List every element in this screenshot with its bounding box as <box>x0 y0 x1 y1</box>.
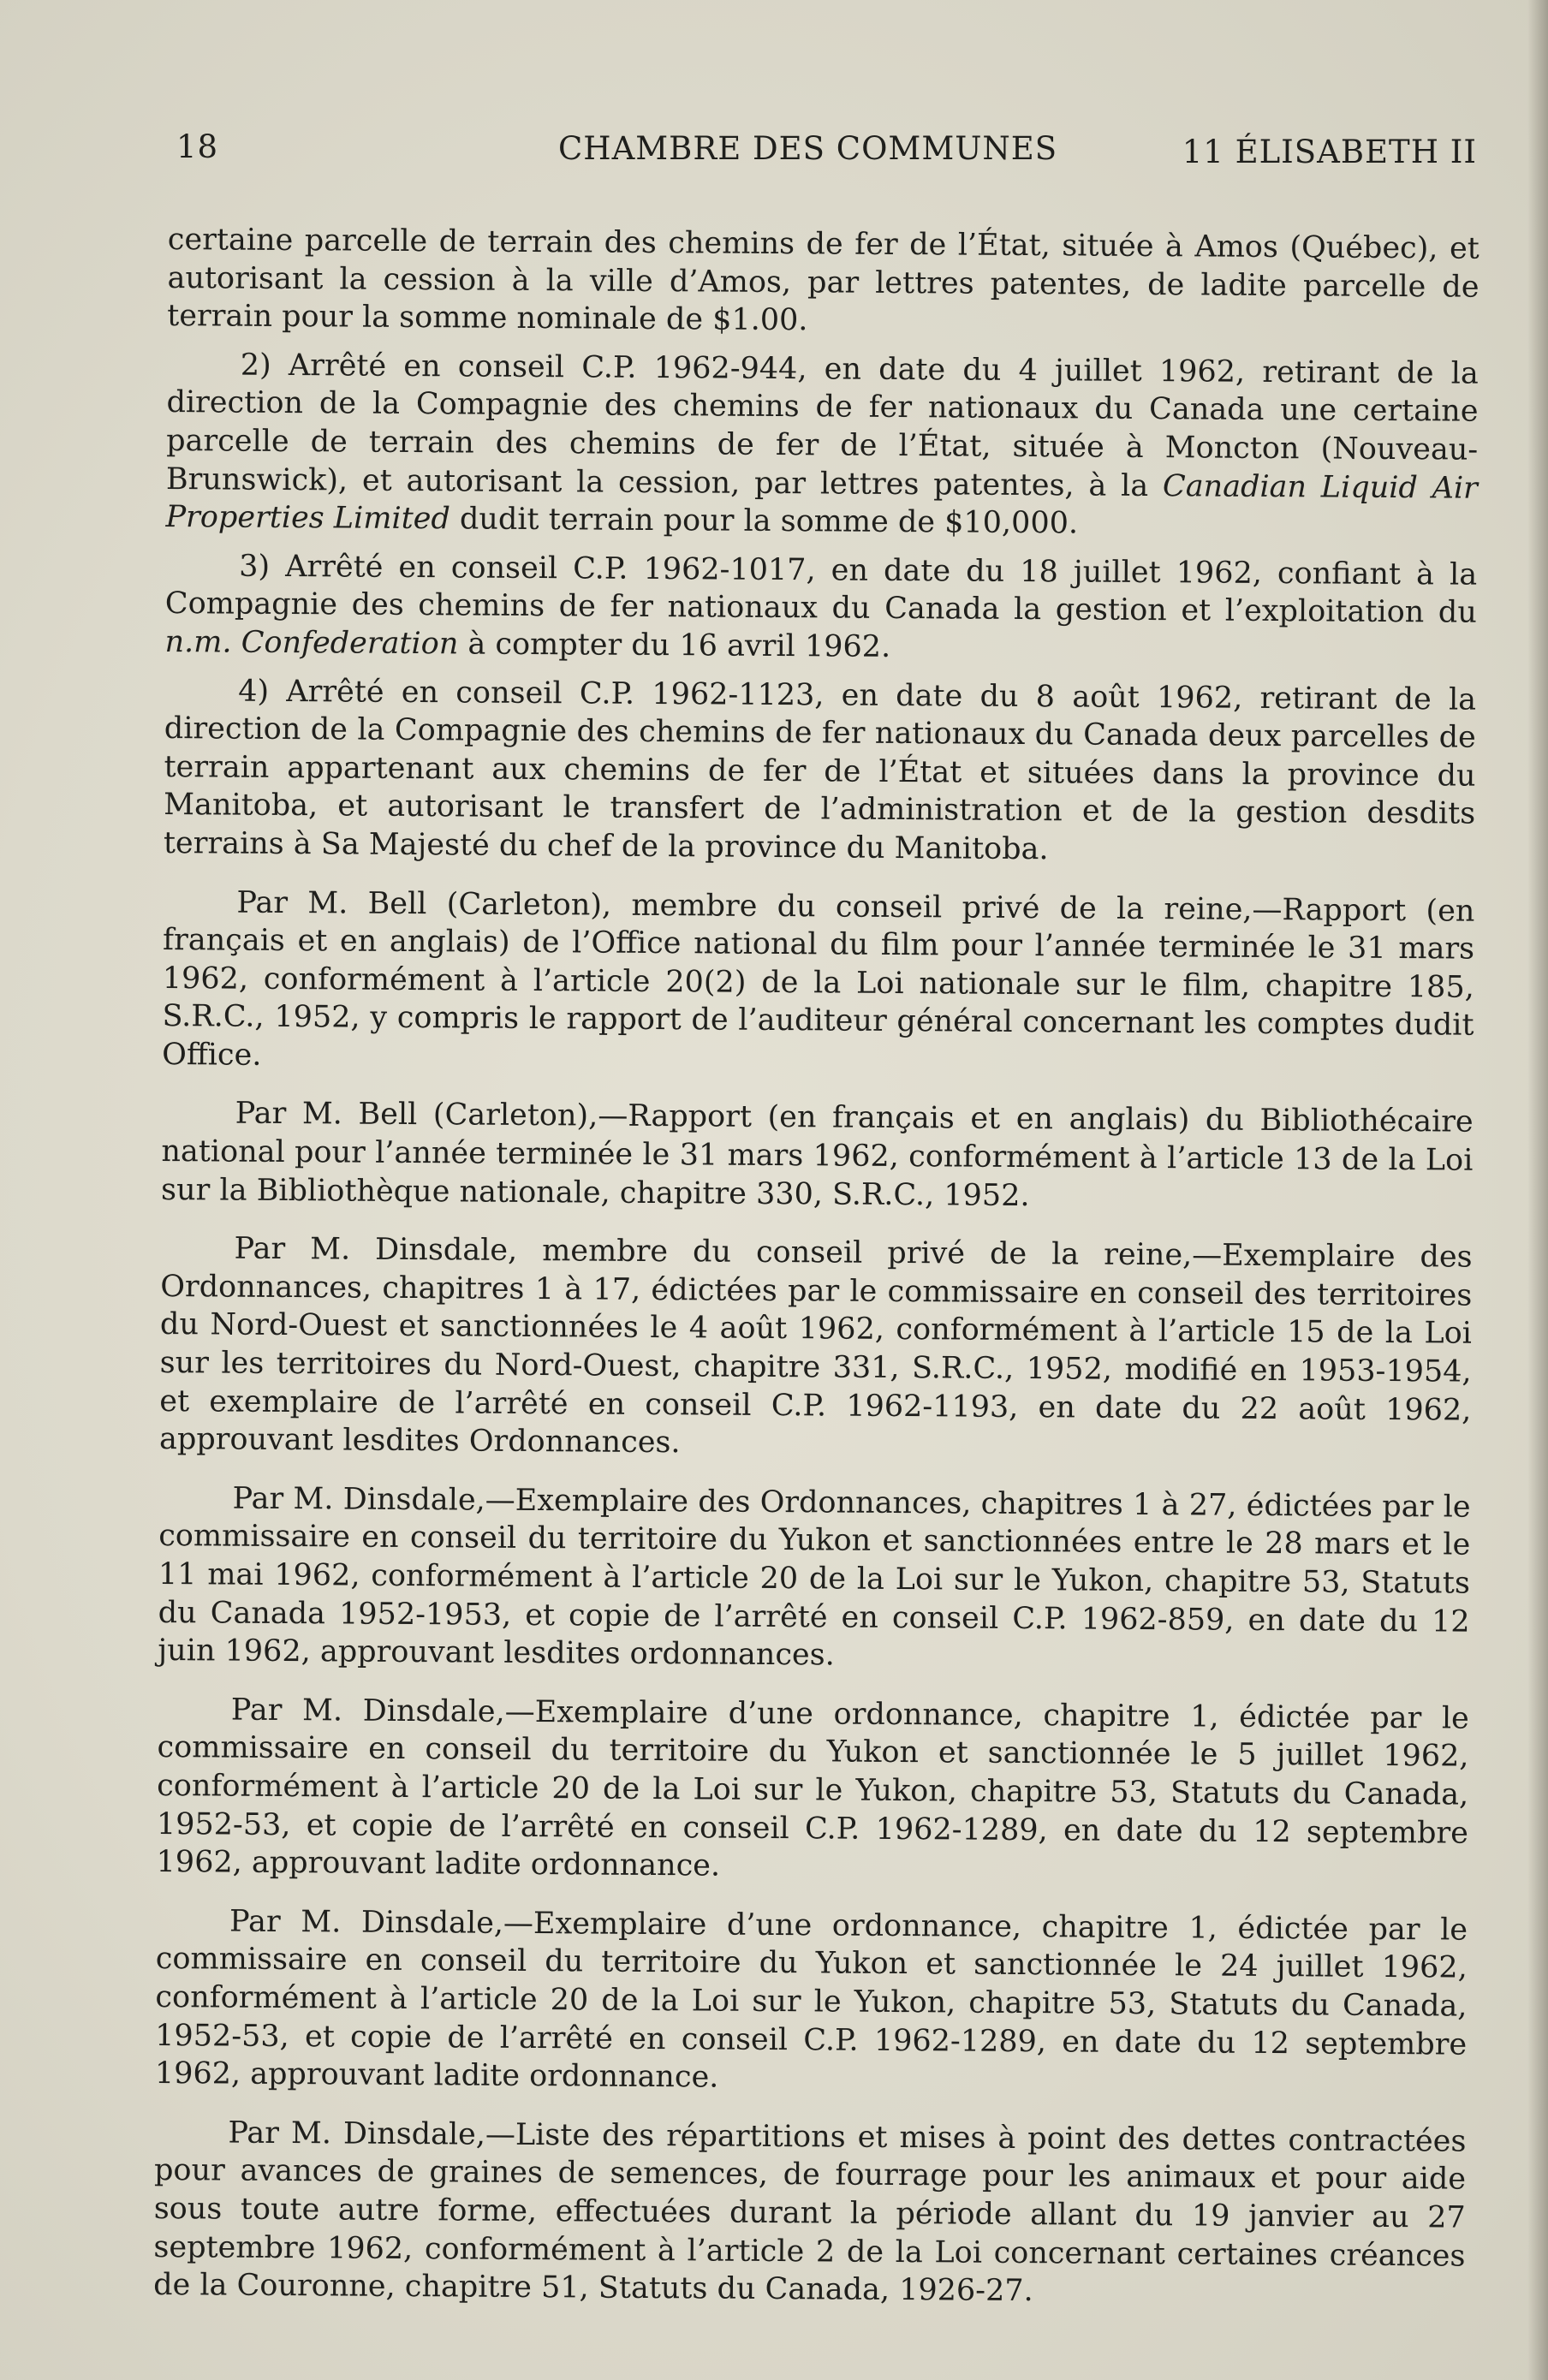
regnal-year: 11 ÉLISABETH II <box>1182 134 1477 170</box>
paragraph-yukon-ordinance-july-24: Par M. Dinsdale,—Exemplaire d’une ordonnance, chapitre 1, édictée par le commissaire en conseil du territoire du Yukon et sanctionnée le 24 juillet 1962, conformément à l’article 20 de la Loi sur le Yukon, chapitre 53, Statuts du Canada, 1952-53, et copie de l’arrêté en conseil C.P. 1962-1289, en date du 12 septembre 1962, approuvant ladite ordonnance. <box>154 1904 1468 2095</box>
paragraph-order-3: 3) Arrêté en conseil C.P. 1962-1017, en date du 18 juillet 1962, confiant à la Compagnie des chemins de fer nationaux du Canada la gestion et l’exploitation du n.m. Confederation à compter du 16 avril 1962. <box>164 549 1478 664</box>
body-text <box>153 221 1480 2323</box>
paragraph-order-4: 4) Arrêté en conseil C.P. 1962-1123, en date du 8 août 1962, retirant de la direction de la Compagnie des chemins de fer nationaux du Canada deux parcelles de terrain appartenant aux chemins de fer de l’État et situées dans la province du Manitoba, et autorisant le transfert de l’administration et de la gestion desdits terrains à Sa Majesté du chef de la province du Manitoba. <box>163 674 1477 867</box>
paragraph-order-2: 2) Arrêté en conseil C.P. 1962-944, en date du 4 juillet 1962, retirant de la direction de la Compagnie des chemins de fer nationaux du Canada une certaine parcelle de terrain des chemins de fer de l’État, située à Moncton (Nouveau-Brunswick), et autorisant la cession, par lettres patentes, à la Canadian Liquid Air Properties Limited dudit terrain pour la somme de $10,000. <box>165 348 1479 541</box>
paragraph-nwt-ordinances: Par M. Dinsdale, membre du conseil privé de la reine,—Exemplaire des Ordonnances, chapitres 1 à 17, édictées par le commissaire en conseil des territoires du Nord-Ouest et sanctionnées le 4 août 1962, conformément à l’article 15 de la Loi sur les territoires du Nord-Ouest, chapitre 331, S.R.C., 1952, modifié en 1953-1954, et exemplaire de l’arrêté en conseil C.P. 1962-1193, en date du 22 août 1962, approuvant lesdites Ordonnances. <box>158 1231 1473 1461</box>
paragraph-yukon-ordinance-july-5: Par M. Dinsdale,—Exemplaire d’une ordonnance, chapitre 1, édictée par le commissaire en conseil du territoire du Yukon et sanctionnée le 5 juillet 1962, conformément à l’article 20 de la Loi sur le Yukon, chapitre 53, Statuts du Canada, 1952-53, et copie de l’arrêté en conseil C.P. 1962-1289, en date du 12 septembre 1962, approuvant ladite ordonnance. <box>156 1693 1469 1883</box>
company-name: Canadian Liquid Air Properties Limited <box>165 468 1478 537</box>
page-header <box>171 128 1477 180</box>
paragraph-continued: certaine parcelle de terrain des chemins de fer de l’État, située à Amos (Québec), et autorisant la cession à la ville d’Amos, par lettres patentes, de ladite parcelle de terrain pour la somme nominale de $1.00. <box>167 222 1480 338</box>
paragraph-yukon-ordinances: Par M. Dinsdale,—Exemplaire des Ordonnances, chapitres 1 à 27, édictées par le commissaire en conseil du territoire du Yukon et sanctionnées entre le 28 mars et le 11 mai 1962, conformément à l’article 20 de la Loi sur le Yukon, chapitre 53, Statuts du Canada 1952-1953, et copie de l’arrêté en conseil C.P. 1962-859, en date du 12 juin 1962, approuvant lesdites ordonnances. <box>158 1481 1471 1673</box>
running-title: CHAMBRE DES COMMUNES <box>558 130 1058 167</box>
page-number: 18 <box>176 128 219 165</box>
page-edge-shadow <box>1527 0 1548 2380</box>
paragraph-seed-grain-debts: Par M. Dinsdale,—Liste des répartitions et mises à point des dettes contractées pour avances de graines de semences, de fourrage pour les animaux et pour aide sous toute autre forme, effectuées durant la période allant du 19 janvier au 27 septembre 1962, conformément à l’article 2 de la Loi concernant certaines créances de la Couronne, chapitre 51, Statuts du Canada, 1926-27. <box>153 2115 1467 2309</box>
paragraph-film-board-report: Par M. Bell (Carleton), membre du conseil privé de la reine,—Rapport (en français et en anglais) de l’Office national du film pour l’année terminée le 31 mars 1962, conformément à l’article 20(2) de la Loi nationale sur le film, chapitre 185, S.R.C., 1952, y compris le rapport de l’auditeur général concernant les comptes dudit Office. <box>162 885 1475 1073</box>
ship-name: n.m. Confederation <box>164 624 459 662</box>
paragraph-national-library-report: Par M. Bell (Carleton),—Rapport (en français et en anglais) du Bibliothécaire national pour l’année terminée le 31 mars 1962, conformément à l’article 13 de la Loi sur la Bibliothèque nationale, chapitre 330, S.R.C., 1952. <box>160 1097 1474 1213</box>
